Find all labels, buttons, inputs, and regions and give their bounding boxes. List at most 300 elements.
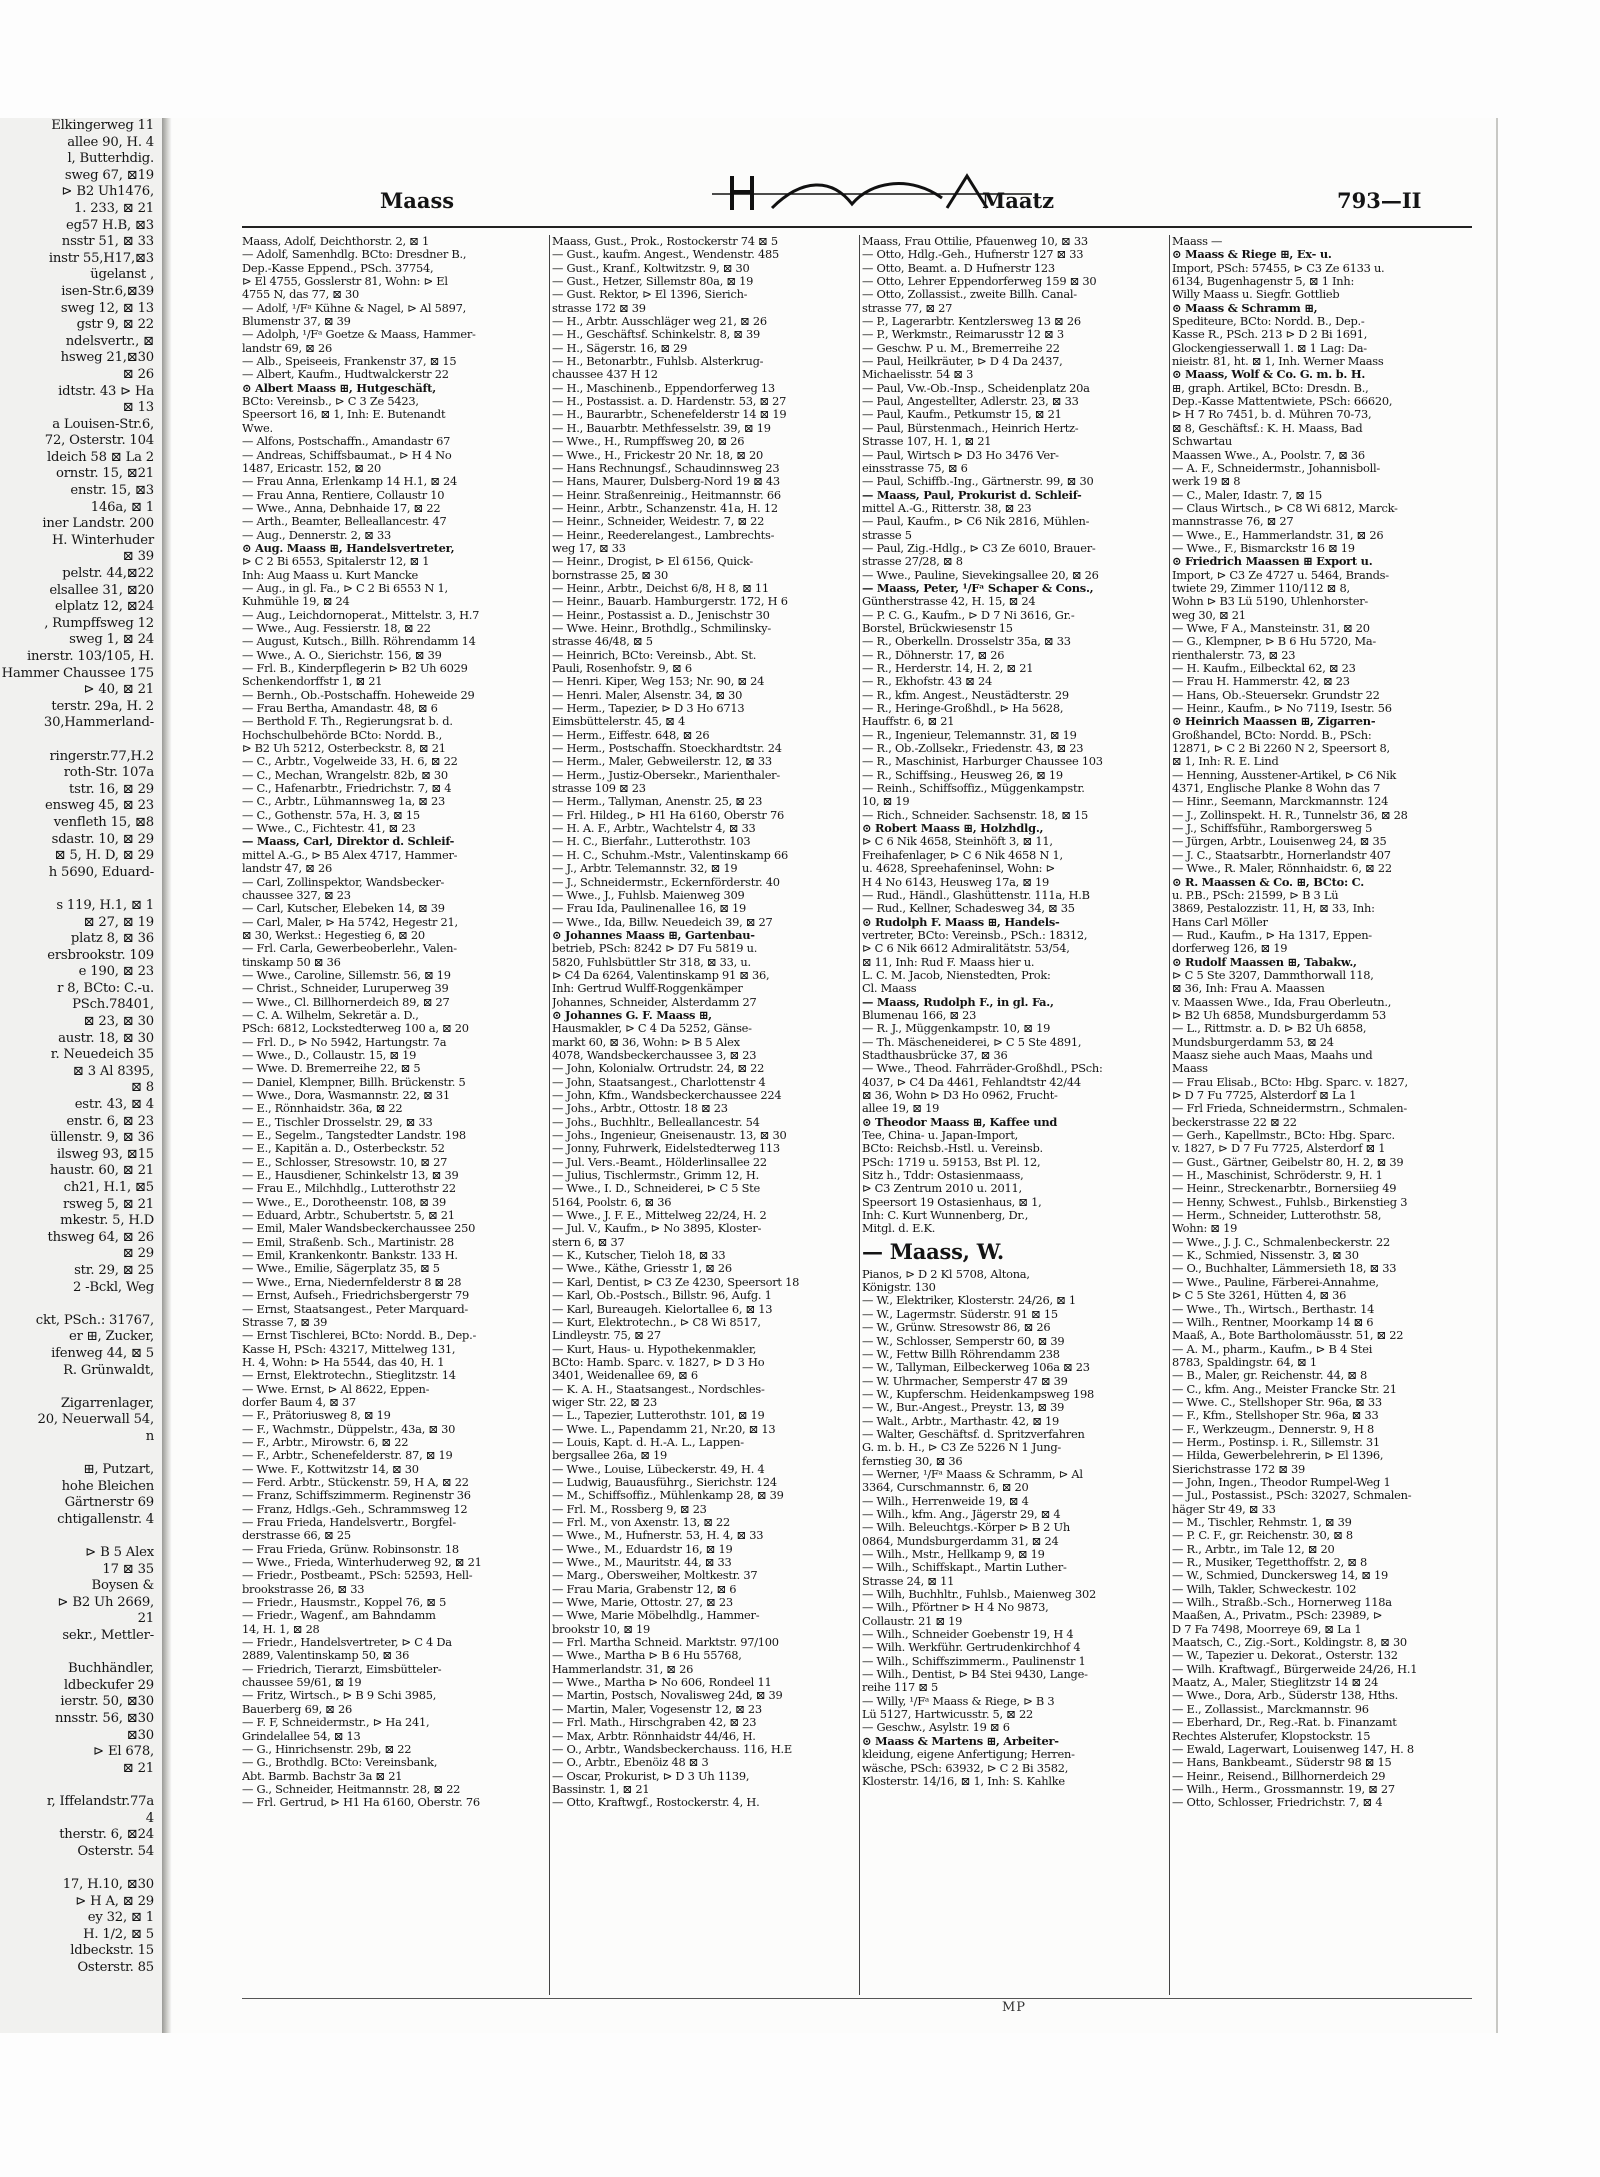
directory-entry: ⊠ 36, Wohn ⊳ D3 Ho 0962, Frucht- (862, 1088, 1058, 1102)
directory-entry: — Wwe. C., Stellshoper Str. 96a, ⊠ 33 (1172, 1394, 1382, 1409)
directory-entry: — A. F., Schneidermstr., Johannisboll- (1172, 460, 1380, 475)
directory-entry: chaussee 59/61, ⊠ 19 (242, 1675, 362, 1690)
left-page-line: H. 1/2, ⊠ 5 (83, 1926, 154, 1942)
directory-entry: — O., Buchhalter, Lämmersieth 18, ⊠ 33 (1172, 1261, 1397, 1276)
directory-entry: — Wwe., H., Frickestr 20 Nr. 18, ⊠ 20 (552, 447, 764, 462)
directory-entry: — Ernst, Staatsangest., Peter Marquard- (242, 1301, 469, 1316)
directory-entry: Maass, Adolf, Deichthorstr. 2, ⊠ 1 (242, 235, 429, 248)
directory-entry: — Fritz, Wirtsch., ⊳ B 9 Schi 3985, (242, 1688, 437, 1703)
directory-entry: brookstr 10, ⊠ 19 (552, 1621, 650, 1636)
left-page-line: mkestr. 5, H.D (60, 1213, 154, 1229)
directory-entry: — Hinr., Seemann, Marckmannstr. 124 (1172, 794, 1389, 809)
directory-entry: — R., Heringe-Großhdl., ⊳ Ha 5628, (862, 701, 1064, 716)
left-page-line: ⊳ El 678, (93, 1744, 154, 1760)
left-page-line: elplatz 12, ⊠24 (55, 599, 154, 615)
directory-entry: — Geschw. P u. M., Bremerreihe 22 (862, 340, 1060, 355)
directory-entry: — Wilh., Schiffskapt., Martin Luther- (862, 1560, 1067, 1575)
directory-entry: betrieb, PSch: 8242 ⊳ D7 Fu 5819 u. (552, 941, 758, 956)
directory-entry: — Paul, Wirtsch ⊳ D3 Ho 3476 Ver- (862, 447, 1059, 462)
directory-entry: — F., Arbtr., Mirowstr. 6, ⊠ 22 (242, 1434, 409, 1449)
directory-entry: Maaß, A., Bote Bartholomäusstr. 51, ⊠ 22 (1172, 1328, 1404, 1343)
directory-entry: H 4 No 6143, Heusweg 17a, ⊠ 19 (862, 874, 1050, 889)
left-page-line: ldbeckufer 29 (63, 1677, 154, 1693)
directory-entry: — Werner, ¹/Fᵃ Maass & Schramm, ⊳ Al (862, 1466, 1083, 1481)
directory-entry: — Paul, Zig.-Hdlg., ⊳ C3 Ze 6010, Brauer- (862, 540, 1096, 555)
directory-entry: 14, H. 1, ⊠ 28 (242, 1621, 320, 1636)
directory-entry: — C., Hafenarbtr., Friedrichstr. 7, ⊠ 4 (242, 781, 452, 796)
directory-entry: Blumenstr 37, ⊠ 39 (242, 314, 351, 329)
left-page-line: instr 55,H17,⊠3 (48, 250, 154, 266)
directory-entry: — Jul. V., Kaufm., ⊳ No 3895, Kloster- (552, 1221, 762, 1236)
left-page-line: ndelsvertr., ⊠ (65, 333, 154, 349)
left-page-line: a Louisen-Str.6, (52, 416, 154, 432)
directory-entry: — Henny, Schwest., Fuhlsb., Birkenstieg 3 (1172, 1194, 1408, 1209)
directory-entry: Willy Maass u. Siegfr. Gottlieb (1172, 287, 1340, 302)
directory-entry: — Wilh., Straßb.-Sch., Hornerweg 118a (1172, 1595, 1392, 1610)
directory-entry: 4371, Englische Planke 8 Wohn das 7 (1172, 781, 1381, 796)
left-page-line: r, Iffelandstr.77a (46, 1793, 154, 1809)
directory-entry: — Alfons, Postschaffn., Amandastr 67 (242, 434, 451, 449)
column-divider (549, 235, 550, 1995)
directory-entry: — Rich., Schneider. Sachsenstr. 18, ⊠ 15 (862, 807, 1088, 822)
directory-entry: ⊳ B2 Uh 6858, Mundsburgerdamm 53 (1172, 1007, 1387, 1022)
directory-entry: — Jürgen, Arbtr., Louisenweg 24, ⊠ 35 (1172, 834, 1387, 849)
directory-entry: — E., Tischler Drosselstr. 29, ⊠ 33 (242, 1114, 433, 1129)
directory-entry: — Heinr., Reisend., Billhornerdeich 29 (1172, 1768, 1386, 1783)
directory-entry: Collaustr. 21 ⊠ 19 (862, 1613, 963, 1628)
directory-entry: — Otto, Hdlg.-Geh., Hufnerstr 127 ⊠ 33 (862, 247, 1084, 262)
directory-entry: — Wwe. F., Kottwitzstr 14, ⊠ 30 (242, 1461, 419, 1476)
left-page-line: 21 (137, 1611, 154, 1627)
directory-entry: Speersort 16, ⊠ 1, Inh: E. Butenandt (242, 407, 446, 422)
directory-entry: — Geschw., Asylstr. 19 ⊠ 6 (862, 1720, 1010, 1735)
left-page-line: gstr 9, ⊠ 22 (76, 317, 154, 333)
directory-entry: bergsallee 26a, ⊠ 19 (552, 1448, 667, 1463)
left-page-line: isen-Str.6,⊠39 (61, 283, 154, 299)
directory-entry: — H., Betonarbtr., Fuhlsb. Alsterkrug- (552, 354, 764, 369)
left-page-line (0, 732, 162, 749)
directory-entry: — W., Tapezier u. Dekorat., Osterstr. 132 (1172, 1648, 1398, 1663)
directory-entry: — Heinr. Straßenreinig., Heitmannstr. 66 (552, 487, 781, 502)
directory-entry: — Wilh., Rentner, Moorkamp 14 ⊠ 6 (1172, 1314, 1374, 1329)
directory-entry: — Kurt, Elektrotechn., ⊳ C8 Wi 8517, (552, 1314, 761, 1329)
left-page-line: sdastr. 10, ⊠ 29 (51, 831, 154, 847)
directory-entry: ⊳ H 7 Ro 7451, b. d. Mühren 70-73, (1172, 407, 1372, 422)
left-page-line: e 190, ⊠ 23 (78, 964, 154, 980)
directory-entry: — Bernh., Ob.-Postschaffn. Hoheweide 29 (242, 687, 475, 702)
directory-entry: 4037, ⊳ C4 Da 4461, Fehlandtstr 42/44 (862, 1074, 1081, 1089)
left-page-line: iner Landstr. 200 (42, 516, 154, 532)
directory-entry: — Frl. D., ⊳ No 5942, Hartungstr. 7a (242, 1034, 447, 1049)
directory-entry: — Eduard, Arbtr., Schubertstr. 5, ⊠ 21 (242, 1208, 455, 1223)
directory-entry: PSch: 1719 u. 59153, Bst Pl. 12, (862, 1154, 1041, 1169)
directory-entry: — F. F, Schneidermstr., ⊳ Ha 241, (242, 1715, 430, 1730)
directory-entry: — Willy, ¹/Fᵃ Maass & Riege, ⊳ B 3 (862, 1693, 1055, 1708)
directory-entry: — Hans, Ob.-Steuersekr. Grundstr 22 (1172, 687, 1380, 702)
column-divider (1169, 235, 1170, 1995)
directory-entry: — Frau Frieda, Grünw. Robinsonstr. 18 (242, 1541, 459, 1556)
directory-entry: — F., Werkzeugm., Dennerstr. 9, H 8 (1172, 1421, 1375, 1436)
directory-entry: landstr 47, ⊠ 26 (242, 861, 332, 876)
directory-entry: — G., Schneider, Heitmannstr. 28, ⊠ 22 (242, 1781, 461, 1796)
directory-entry: Sitz h., Tddr: Ostasienmaass, (862, 1168, 1024, 1183)
directory-entry: ⊳ D 7 Fu 7725, Alsterdorf ⊠ La 1 (1172, 1088, 1357, 1102)
directory-entry: — Christ., Schneider, Luruperweg 39 (242, 981, 449, 996)
directory-entry: — Frl. Gertrud, ⊳ H1 Ha 6160, Oberstr. 76 (242, 1795, 480, 1810)
directory-entry: — Paul, Kaufm., Petkumstr 15, ⊠ 21 (862, 407, 1062, 422)
directory-entry: — Kurt, Haus- u. Hypothekenmakler, (552, 1341, 757, 1356)
directory-entry: — H., Bauarbtr. Methfesselstr. 39, ⊠ 19 (552, 420, 771, 435)
directory-entry: — Aug., Leichdornoperat., Mittelstr. 3, H.7 (242, 607, 480, 622)
header-left-keyword: Maass (380, 188, 455, 213)
left-page-fragment (0, 118, 164, 2033)
directory-entry: mittel A.-G., ⊳ B5 Alex 4717, Hammer- (242, 847, 458, 862)
directory-entry: — John, Kfm., Wandsbeckerchaussee 224 (552, 1088, 782, 1102)
directory-entry: Strasse 107, H. 1, ⊠ 21 (862, 434, 992, 449)
directory-entry: — F., Prätoriusweg 8, ⊠ 19 (242, 1408, 391, 1423)
directory-entry: Wohn ⊳ B3 Lü 5190, Uhlenhorster- (1172, 594, 1368, 609)
directory-entry: — R., Ob.-Zollsekr., Friedenstr. 43, ⊠ 23 (862, 741, 1084, 756)
directory-entry: — H. C., Bierfahr., Lutterothstr. 103 (552, 834, 751, 849)
directory-entry: — P., Lagerarbtr. Kentzlersweg 13 ⊠ 26 (862, 314, 1081, 329)
directory-entry: stern 6, ⊠ 37 (552, 1234, 625, 1249)
directory-entry: Inh: Aug Maass u. Kurt Mancke (242, 567, 419, 582)
directory-entry: — Maass, Paul, Prokurist d. Schleif- (862, 487, 1082, 502)
directory-entry: — John, Kolonialw. Ortrudstr. 24, ⊠ 22 (552, 1061, 765, 1076)
left-page-line: sekr., Mettler- (62, 1628, 154, 1644)
directory-entry: ⊠ 1, Inh: R. E. Lind (1172, 754, 1279, 769)
directory-entry: — Wilh., kfm. Ang., Jägerstr 29, ⊠ 4 (862, 1506, 1061, 1521)
directory-entry: — Oscar, Prokurist, ⊳ D 3 Uh 1139, (552, 1768, 750, 1783)
directory-entry: Abt. Barmb. Bachstr 3a ⊠ 21 (242, 1768, 403, 1783)
directory-entry: — R., kfm. Angest., Neustädterstr. 29 (862, 687, 1069, 702)
directory-entry: — Wwe., E., Dorotheenstr. 108, ⊠ 39 (242, 1194, 447, 1209)
directory-entry: — J., Schiffsführ., Ramborgersweg 5 (1172, 821, 1373, 836)
directory-entry: Hammerlandstr. 31, ⊠ 26 (552, 1661, 694, 1676)
directory-entry: ⊠ 8, Geschäftsf.: K. H. Maass, Bad (1172, 420, 1363, 435)
directory-entry: markt 60, ⊠ 36, Wohn: ⊳ B 5 Alex (552, 1034, 740, 1049)
directory-entry: ⊳ C 5 Ste 3261, Hütten 4, ⊠ 36 (1172, 1288, 1347, 1303)
directory-entry: — Gerh., Kapellmstr., BCto: Hbg. Sparc. (1172, 1128, 1395, 1143)
directory-entry: — Wwe., Martha ⊳ No 606, Rondeel 11 (552, 1675, 772, 1690)
directory-entry: dorfer Baum 4, ⊠ 37 (242, 1394, 356, 1409)
directory-entry: — Gust., Gärtner, Geibelstr 80, H. 2, ⊠ 39 (1172, 1154, 1404, 1169)
left-page-line: er ⊞, Zucker, (68, 1329, 154, 1345)
directory-entry: — Wilh., Mstr., Hellkamp 9, ⊠ 19 (862, 1547, 1045, 1561)
directory-entry: — G., Klempner, ⊳ B 6 Hu 5720, Ma- (1172, 634, 1377, 649)
directory-entry: — Heinr., Schneider, Weidestr. 7, ⊠ 22 (552, 514, 765, 529)
directory-entry: Lindleystr. 75, ⊠ 27 (552, 1328, 661, 1343)
directory-entry: — Paul, Angestellter, Adlerstr. 23, ⊠ 33 (862, 394, 1079, 409)
directory-entry: — Rud., Händl., Glashüttenstr. 111a, H.B (862, 887, 1090, 902)
directory-entry: — Wwe., Theod. Fahrräder-Großhdl., PSch: (862, 1061, 1103, 1076)
directory-entry: — Wwe., M., Hufnerstr. 53, H. 4, ⊠ 33 (552, 1528, 764, 1543)
directory-entry: — Otto, Beamt. a. D Hufnerstr 123 (862, 260, 1055, 275)
directory-entry: ⊠ 36, Inh: Frau A. Maassen (1172, 981, 1325, 996)
directory-entry: — K. A. H., Staatsangest., Nordschles- (552, 1381, 765, 1396)
directory-entry: Mitgl. d. E.K. (862, 1221, 936, 1236)
directory-entry: — Gust., kaufm. Angest., Wendenstr. 485 (552, 247, 779, 262)
left-page-line: ⊠ 29 (122, 1246, 154, 1262)
directory-entry: — Maass, Carl, Direktor d. Schleif- (242, 834, 455, 849)
directory-entry: — Wwe., Emilie, Sägerplatz 35, ⊠ 5 (242, 1261, 440, 1276)
directory-entry: — Otto, Lehrer Eppendorferweg 159 ⊠ 30 (862, 274, 1097, 289)
directory-entry: 12871, ⊳ C 2 Bi 2260 N 2, Speersort 8, (1172, 741, 1390, 756)
directory-entry: u. P.B., PSch: 21599, ⊳ B 3 Lü (1172, 887, 1339, 902)
left-page-line: enstr. 15, ⊠3 (70, 483, 154, 499)
directory-entry: Hans Carl Möller (1172, 914, 1268, 929)
left-page-line: 17, H.10, ⊠30 (62, 1876, 154, 1892)
directory-entry: — F., Arbtr., Schenefelderstr. 87, ⊠ 19 (242, 1448, 453, 1463)
left-page-line: 2 -Bckl, Weg (72, 1279, 154, 1295)
directory-entry: — Heinrich, BCto: Vereinsb., Abt. St. (552, 647, 757, 662)
left-page-line: hsweg 21,⊠30 (60, 350, 154, 366)
directory-entry: — Wwe., Louise, Lübeckerstr. 49, H. 4 (552, 1461, 765, 1476)
directory-entry: — Ludwig, Bauausführg., Sierichstr. 124 (552, 1474, 777, 1489)
left-page-line: 1. 233, ⊠ 21 (74, 200, 154, 216)
left-page-line: , Rumpffsweg 12 (44, 615, 154, 631)
directory-entry: — Ernst Tischlerei, BCto: Nordd. B., Dep.- (242, 1328, 477, 1343)
left-page-line: ldbeckstr. 15 (70, 1943, 154, 1959)
directory-entry: — Emil, Straßenb. Sch., Martinistr. 28 (242, 1234, 454, 1249)
directory-entry: 3364, Curschmannstr. 6, ⊠ 20 (862, 1480, 1029, 1495)
left-page-line: Osterstr. 54 (77, 1843, 154, 1859)
directory-entry: — Wwe., J. J. C., Schmalenbeckerstr. 22 (1172, 1234, 1391, 1249)
left-page-line: 146a, ⊠ 1 (90, 499, 154, 515)
directory-entry: — Jonny, Fuhrwerk, Eidelstedterweg 113 (552, 1141, 780, 1156)
directory-entry: — R., Musiker, Tegetthoffstr. 2, ⊠ 8 (1172, 1555, 1368, 1570)
directory-entry: Mundsburgerdamm 53, ⊠ 24 (1172, 1034, 1334, 1049)
left-page-line: ⊠ 23, ⊠ 30 (83, 1014, 154, 1030)
directory-entry: ⊙ Heinrich Maassen ⊞, Zigarren- (1172, 714, 1376, 729)
directory-entry: mittel A.-G., Ritterstr. 38, ⊠ 23 (862, 500, 1032, 515)
directory-entry: — Rud., Kaufm., ⊳ Ha 1317, Eppen- (1172, 927, 1372, 942)
directory-entry: — Frau Ida, Paulinenallee 16, ⊠ 19 (552, 901, 746, 916)
directory-entry: ⊙ Aug. Maass ⊞, Handelsvertreter, (242, 540, 455, 555)
directory-entry: — Max, Arbtr. Rönnhaidstr 44/46, H. (552, 1728, 756, 1743)
directory-entry: — W., Elektriker, Klosterstr. 24/26, ⊠ 1 (862, 1293, 1076, 1308)
directory-entry: weg 30, ⊠ 21 (1172, 607, 1246, 622)
directory-entry: — Wilh. Werkführ. Gertrudenkirchhof 4 (862, 1640, 1081, 1655)
directory-entry: — F., Wachmstr., Düppelstr., 43a, ⊠ 30 (242, 1421, 456, 1436)
directory-entry: BCto: Vereinsb., ⊳ C 3 Ze 5423, (242, 394, 419, 409)
column-divider (859, 235, 860, 1995)
directory-entry: — Henri. Kiper, Weg 153; Nr. 90, ⊠ 24 (552, 674, 765, 689)
directory-entry: — E., Schlosser, Stresowstr. 10, ⊠ 27 (242, 1154, 448, 1169)
directory-entry: rienthalerstr. 73, ⊠ 23 (1172, 647, 1296, 662)
directory-entry: — R., Arbtr., im Tale 12, ⊠ 20 (1172, 1541, 1335, 1556)
directory-entry: — Herm., Postinsp. i. R., Sillemstr. 31 (1172, 1434, 1380, 1449)
left-page-line: Buchhändler, (67, 1661, 154, 1677)
directory-entry: — Wwe., H., Rumpffsweg 20, ⊠ 26 (552, 434, 745, 449)
left-page-line: ⊠ 21 (122, 1760, 154, 1776)
directory-entry: — Adolf, ¹/Fᵃ Kühne & Nagel, ⊳ Al 5897, (242, 300, 466, 315)
left-page-line: ⊠ 5, H. D, ⊠ 29 (54, 848, 154, 864)
directory-entry: Dep.-Kasse Mattentwiete, PSch: 66620, (1172, 394, 1393, 409)
directory-entry: — Wwe., Anna, Debnhaide 17, ⊠ 22 (242, 500, 441, 515)
directory-entry: strasse 27/28, ⊠ 8 (862, 554, 963, 569)
directory-entry: — W., Grünw. Stresowstr 86, ⊠ 26 (862, 1320, 1051, 1335)
left-page-line: terstr. 29a, H. 2 (51, 698, 154, 714)
directory-entry: — R., Döhnerstr. 17, ⊠ 26 (862, 647, 1005, 662)
directory-entry: — C., Gothenstr. 57a, H. 3, ⊠ 15 (242, 807, 420, 822)
directory-entry: — H. Kaufm., Eilbecktal 62, ⊠ 23 (1172, 661, 1356, 675)
directory-entry: BCto: Hamb. Sparc. v. 1827, ⊳ D 3 Ho (552, 1354, 765, 1369)
left-page-line: ⊳ H A, ⊠ 29 (75, 1893, 154, 1909)
directory-entry: reihe 117 ⊠ 5 (862, 1680, 939, 1695)
directory-entry: — Heinr., Arbtr., Deichst 6/8, H 8, ⊠ 11 (552, 580, 769, 595)
directory-entry: — Walter, Geschäftsf. d. Spritzverfahren (862, 1426, 1085, 1441)
directory-entry: — Alb., Speiseeis, Frankenstr 37, ⊠ 15 (242, 354, 457, 369)
directory-entry: häger Str 49, ⊠ 33 (1172, 1501, 1276, 1516)
directory-entry: — Wwe. Ernst, ⊳ Al 8622, Eppen- (242, 1381, 430, 1396)
directory-entry: — J., Schneidermstr., Eckernförderstr. 40 (552, 874, 780, 889)
directory-entry: — Carl, Zollinspektor, Wandsbecker- (242, 874, 445, 889)
directory-entry: weg 17, ⊠ 33 (552, 540, 626, 555)
left-page-line: ⊠ 26 (122, 366, 154, 382)
directory-entry: — Wilh., Herm., Grossmannstr. 19, ⊠ 27 (1172, 1781, 1395, 1796)
directory-entry: — K., Kutscher, Tieloh 18, ⊠ 33 (552, 1248, 726, 1263)
directory-entry: — Wilh., Schneider Goebenstr 19, H 4 (862, 1627, 1074, 1642)
left-page-line: s 119, H.1, ⊠ 1 (56, 897, 154, 913)
directory-entry: Cl. Maass (862, 981, 917, 996)
directory-entry: — Frau E., Milchhdlg., Lutterothstr 22 (242, 1181, 456, 1196)
directory-entry: Strasse 7, ⊠ 39 (242, 1314, 328, 1329)
left-page-line: venfleth 15, ⊠8 (53, 814, 154, 830)
directory-entry: — Adolph, ¹/Fᵃ Goetze & Maass, Hammer- (242, 327, 476, 342)
left-page-line (0, 1645, 162, 1662)
directory-entry: — Friedrich, Tierarzt, Eimsbütteler- (242, 1661, 442, 1676)
left-page-line: estr. 43, ⊠ 4 (74, 1097, 154, 1113)
left-page-line: inerstr. 103/105, H. (27, 649, 154, 664)
directory-entry: — Wilh., Schiffszimmerm., Paulinenstr 1 (862, 1653, 1086, 1668)
directory-entry: — Andreas, Schiffsbaumat., ⊳ H 4 No (242, 447, 452, 462)
directory-entry: — Heinr., Postassist a. D., Jenischstr 30 (552, 607, 770, 622)
directory-entry: — Herm., Tallyman, Anenstr. 25, ⊠ 23 (552, 794, 763, 809)
directory-entry: Maass — (1172, 235, 1223, 248)
directory-entry: — Johs., Buchhltr., Belleallancestr. 54 (552, 1114, 760, 1129)
directory-entry: — Herm., Maler, Gebweilerstr. 12, ⊠ 33 (552, 754, 772, 769)
directory-entry: — Heinr., Bauarb. Hamburgerstr. 172, H 6 (552, 594, 788, 609)
directory-entry: ⊳ C 5 Ste 3207, Dammthorwall 118, (1172, 967, 1374, 982)
directory-entry: Tee, China- u. Japan-Import, (862, 1128, 1019, 1143)
left-page-line: R. Grünwaldt, (63, 1362, 154, 1378)
left-page-line: n (145, 1428, 154, 1444)
page-number: 793—II (1337, 188, 1422, 213)
directory-entry: — Wwe., R. Maler, Rönnhaidstr. 6, ⊠ 22 (1172, 861, 1392, 876)
directory-entry: — C., Arbtr., Vogelweide 33, H. 6, ⊠ 22 (242, 754, 458, 769)
left-page-line: str. 29, ⊠ 25 (74, 1262, 154, 1278)
directory-entry: — Frau Frieda, Handelsvertr., Borgfel- (242, 1515, 456, 1529)
directory-entry: — Frl. Carla, Gewerbeoberlehr., Valen- (242, 941, 457, 956)
directory-entry: — Franz, Schiffszimmerm. Reginenstr 36 (242, 1488, 471, 1503)
directory-entry: Wohn: ⊠ 19 (1172, 1221, 1238, 1236)
directory-entry: kleidung, eigene Anfertigung; Herren- (862, 1747, 1075, 1762)
left-page-line: idtstr. 43 ⊳ Ha (58, 383, 154, 399)
directory-entry: Freihafenlager, ⊳ C 6 Nik 4658 N 1, (862, 847, 1063, 862)
directory-entry: — Heinr., Drogist, ⊳ El 6156, Quick- (552, 554, 753, 569)
left-page-line: r. Neuedeich 35 (50, 1047, 154, 1063)
directory-entry: v. 1827, ⊳ D 7 Fu 7725, Alsterdorf ⊠ 1 (1172, 1141, 1386, 1156)
directory-entry: — Wwe., I. D., Schneiderei, ⊳ C 5 Ste (552, 1181, 760, 1196)
directory-entry: Bassinstr. 1, ⊠ 21 (552, 1781, 650, 1796)
directory-entry: — Wwe., J., Fuhlsb. Maienweg 309 (552, 887, 745, 902)
left-page-line: PSch.78401, (72, 997, 154, 1013)
left-page-line (0, 1296, 162, 1313)
directory-entry: — Friedr., Hausmstr., Koppel 76, ⊠ 5 (242, 1595, 447, 1610)
left-page-line: üllenstr. 9, ⊠ 36 (50, 1130, 154, 1146)
left-page-line: eg57 H.B, ⊠3 (65, 217, 154, 233)
directory-entry: — J., Arbtr. Telemannstr. 32, ⊠ 19 (552, 861, 738, 876)
directory-entry: — Reinh., Schiffsoffiz., Müggenkampstr. (862, 781, 1085, 796)
directory-entry: allee 19, ⊠ 19 (862, 1101, 940, 1116)
directory-entry: — H. A. F., Arbtr., Wachtelstr 4, ⊠ 33 (552, 821, 756, 836)
column-2 (552, 235, 852, 2000)
directory-entry: — Frl Frieda, Schneidermstrn., Schmalen- (1172, 1101, 1407, 1116)
directory-entry: — Heinr., Reederelangest., Lambrechts- (552, 527, 775, 542)
directory-entry: — Wilh. Kraftwagf., Bürgerweide 24/26, H.1 (1172, 1661, 1418, 1676)
directory-entry: — R., Maschinist, Harburger Chaussee 103 (862, 754, 1103, 769)
directory-entry: — F., Kfm., Stellshoper Str. 96a, ⊠ 33 (1172, 1408, 1379, 1423)
directory-entry: — Rud., Kellner, Schadesweg 34, ⊠ 35 (862, 901, 1075, 916)
directory-entry: — Frl. Hildeg., ⊳ H1 Ha 6160, Oberstr 76 (552, 807, 784, 822)
directory-entry: — H., Maschinist, Schröderstr. 9, H. 1 (1172, 1168, 1383, 1183)
directory-entry: — Wwe., Cl. Billhornerdeich 89, ⊠ 27 (242, 994, 450, 1009)
directory-entry: — Friedr., Wagenf., am Bahndamm (242, 1608, 436, 1623)
directory-entry: — Berthold F. Th., Regierungsrat b. d. (242, 714, 453, 729)
directory-entry: Borstel, Brückwiesenstr 15 (862, 620, 1013, 635)
directory-entry: Maaßen, A., Privatm., PSch: 23989, ⊳ (1172, 1608, 1383, 1623)
directory-entry: — Jul., Postassist., PSch: 32027, Schmalen- (1172, 1488, 1412, 1503)
directory-entry: strasse 109 ⊠ 23 (552, 781, 646, 796)
directory-entry: — Herm., Tapezier, ⊳ D 3 Ho 6713 (552, 701, 745, 716)
left-page-line: ügelanst , (90, 267, 154, 283)
directory-entry: — H., Arbtr. Ausschläger weg 21, ⊠ 26 (552, 314, 767, 329)
left-page-line: ⊠ 8 (130, 1080, 154, 1096)
directory-entry: — Emil, Krankenkontr. Bankstr. 133 H. (242, 1248, 458, 1263)
left-page-line: H. Winterhuder (51, 532, 154, 548)
left-page-line: Zigarrenlager, (60, 1395, 154, 1411)
directory-entry: — P., Werkmstr., Reimarusstr 12 ⊠ 3 (862, 327, 1064, 342)
directory-entry: — Johs., Ingenieur, Gneisenaustr. 13, ⊠ 30 (552, 1128, 787, 1143)
directory-entry: 5164, Poolstr. 6, ⊠ 36 (552, 1194, 672, 1209)
directory-entry: — Maass, Rudolph F., in gl. Fa., (862, 994, 1054, 1009)
directory-entry: — L., Rittmstr. a. D. ⊳ B2 Uh 6858, (1172, 1021, 1367, 1036)
left-page-line: nnsstr. 56, ⊠30 (54, 1711, 154, 1726)
directory-entry: Schenkendorffstr 1, ⊠ 21 (242, 674, 383, 689)
directory-entry: PSch: 6812, Lockstedterweg 100 a, ⊠ 20 (242, 1021, 469, 1036)
directory-entry: v. Maassen Wwe., Ida, Frau Oberleutn., (1172, 994, 1392, 1009)
directory-entry: — Th. Mäscheneiderei, ⊳ C 5 Ste 4891, (862, 1034, 1082, 1049)
left-page-line: Gärtnerstr 69 (64, 1495, 154, 1511)
left-page-line: ey 32, ⊠ 1 (87, 1910, 154, 1926)
directory-entry: — R., Oberkelln. Drosselstr 35a, ⊠ 33 (862, 634, 1071, 649)
directory-entry: — Wwe. D. Bremerreihe 22, ⊠ 5 (242, 1061, 421, 1076)
directory-entry: bornstrasse 25, ⊠ 30 (552, 567, 669, 582)
directory-entry: ⊠ 11, Inh: Rud F. Maass hier u. (862, 954, 1035, 969)
directory-entry: ⊙ Theodor Maass ⊞, Kaffee und (862, 1114, 1058, 1129)
directory-entry: — K., Schmied, Nissenstr. 3, ⊠ 30 (1172, 1248, 1359, 1263)
directory-entry: — Friedr., Postbeamt., PSch: 52593, Hell- (242, 1568, 473, 1583)
directory-entry: Kasse R., PSch. 213 ⊳ D 2 Bi 1691, (1172, 327, 1368, 342)
left-page-line (0, 1446, 162, 1463)
directory-entry: — Wwe., Pauline, Sievekingsallee 20, ⊠ 26 (862, 567, 1099, 582)
directory-entry: — Wwe., Caroline, Sillemstr. 56, ⊠ 19 (242, 967, 451, 982)
directory-entry: Import, ⊳ C3 Ze 4727 u. 5464, Brands- (1172, 567, 1389, 582)
directory-entry: tinskamp 50 ⊠ 36 (242, 954, 341, 969)
directory-entry: Maatz, A., Maler, Stieglitzstr 14 ⊠ 24 (1172, 1675, 1379, 1690)
directory-entry: — Wwe., Martha ⊳ B 6 Hu 55768, (552, 1648, 742, 1663)
